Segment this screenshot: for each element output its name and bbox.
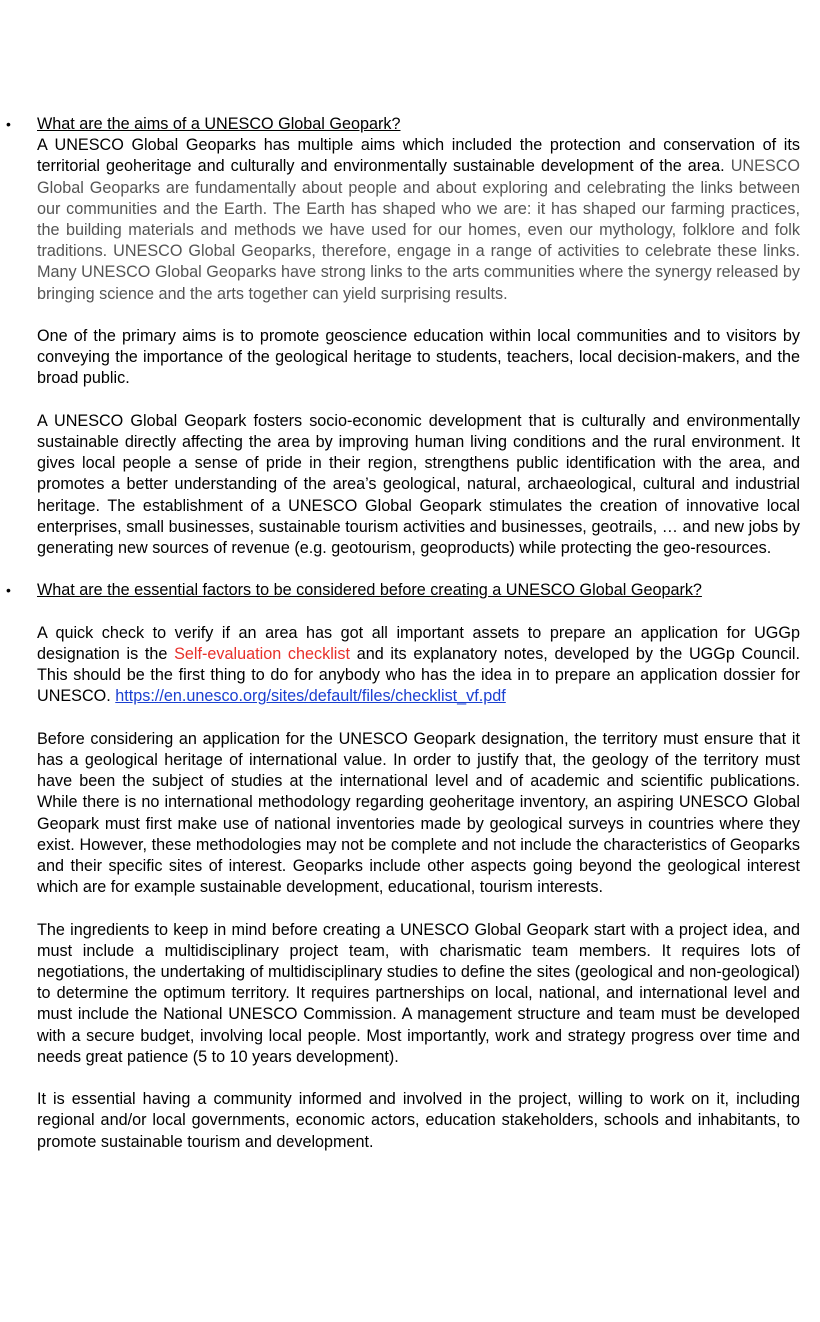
- paragraph-aims-intro-main: A UNESCO Global Geoparks has multiple aims which included the protection and conservation of its territorial geoheritage and culturally and environmentally sustainable development of the area.: [37, 136, 800, 176]
- checklist-link[interactable]: https://en.unesco.org/sites/default/files/checklist_vf.pdf: [115, 687, 506, 706]
- bullet-icon: •: [6, 116, 11, 132]
- spacer: [37, 602, 800, 623]
- paragraph-education-aim: One of the primary aims is to promote geoscience education within local communities and to visitors by conveying the importance of the geological heritage to students, teachers, local decision-makers, and the broad public.: [37, 327, 800, 388]
- paragraph-checklist-after: and its explanatory notes, developed by the UGGp Council. This should be the first thing to do for anybody who has the idea in to prepare an application dossier for UNESCO.: [37, 645, 801, 706]
- section-essential-factors: [6, 580, 801, 1152]
- paragraph-aims-intro: [37, 135, 800, 305]
- section-aims: [6, 114, 800, 559]
- paragraph-socio-economic: A UNESCO Global Geopark fosters socio-economic development that is culturally and environmentally sustainable directly affecting the area by improving human living conditions and the rural environment. It gives local people a sense of pride in their region, strengthens public identification with the area, and promotes a better understanding of the area’s geological, natural, archaeological, cultural and industrial heritage. The establishment of a UNESCO Global Geopark stimulates the creation of innovative local enterprises, small businesses, sustainable tourism activities and businesses, geotrails, … and new jobs by generating new sources of revenue (e.g. geotourism, geoproducts) while protecting the geo-resources.: [37, 411, 800, 558]
- bullet-icon: •: [6, 582, 11, 599]
- paragraph-checklist-before: A quick check to verify if an area has got all important assets to prepare an application for UGGp designation is the: [37, 623, 800, 664]
- paragraph-geological-heritage: Before considering an application for the UNESCO Geopark designation, the territory must ensure that it has a geological heritage of international value. In order to justify that, the geology of the territory must have been the subject of studies at the international level and of academic and scientific publications. While there is no international methodology regarding geoheritage inventory, an aspiring UNESCO Global Geopark must first make use of national inventories made by geological surveys in countries where they exist. However, these methodologies may not be complete and not include the characteristics of Geoparks and their specific sites of interest. Geoparks include other aspects going beyond the geological interest which are for example sustainable development, educational, tourism interests.: [37, 729, 800, 897]
- paragraph-ingredients: The ingredients to keep in mind before creating a UNESCO Global Geopark start with a project idea, and must include a multidisciplinary project team, with charismatic team members. It requires lots of negotiations, the undertaking of multidisciplinary studies to define the sites (geological and non-geological) to determine the optimum territory. It requires partnerships on local, national, and international level and must include the National UNESCO Commission. A management structure and team must be developed with a secure budget, involving local people. Most importantly, work and strategy progress over time and needs great patience (5 to 10 years development).: [37, 920, 800, 1066]
- paragraph-checklist: [37, 623, 800, 708]
- paragraph-aims-intro-gray: UNESCO Global Geoparks are fundamentally about people and about exploring and celebrating the links between our communities and the Earth. The Earth has shaped who we are: it has shaped our farming practices, the building materials and methods we have used for our homes, even our mythology, folklore and folk traditions. UNESCO Global Geoparks, therefore, engage in a range of activities to celebrate these links. Many UNESCO Global Geoparks have strong links to the arts communities where the synergy released by bringing science and the arts together can yield surprising results.: [37, 157, 800, 303]
- heading-aims: What are the aims of a UNESCO Global Geopark?: [37, 115, 401, 133]
- paragraph-community: It is essential having a community informed and involved in the project, willing to work on it, including regional and/or local governments, economic actors, education stakeholders, schools and inhabitants, to promote sustainable tourism and development.: [37, 1090, 800, 1151]
- heading-essential-factors: What are the essential factors to be considered before creating a UNESCO Global Geopark?: [37, 581, 702, 600]
- document-page: [6, 114, 801, 1174]
- self-evaluation-checklist-text: Self-evaluation checklist: [174, 645, 350, 664]
